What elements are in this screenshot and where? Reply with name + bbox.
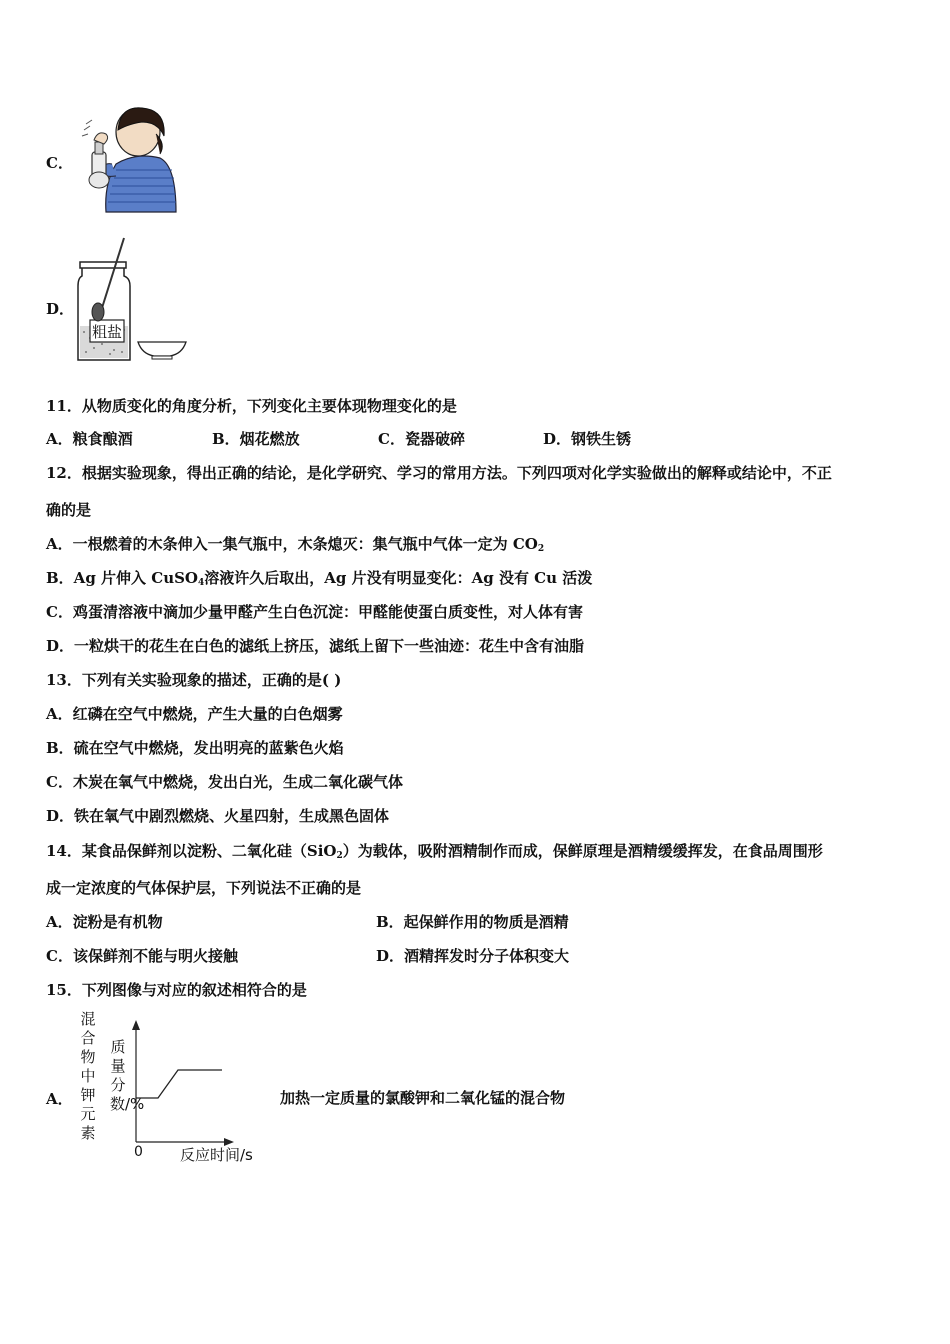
q15-stem: 15．下列图像与对应的叙述相符合的是 [46, 981, 307, 999]
option-d-label: D． [46, 300, 75, 318]
q15-option-a-description: 加热一定质量的氯酸钾和二氧化锰的混合物 [280, 1089, 566, 1107]
q14-option-b: B．起保鲜作用的物质是酒精 [376, 913, 569, 931]
q15-option-a-label: A． [46, 1090, 73, 1108]
jar-label-text: 粗盐 [91, 323, 123, 341]
q12-stem-line2: 确的是 [46, 501, 92, 519]
q14-stem-line1: 14．某食品保鲜剂以淀粉、二氧化硅（SiO$_2$）为载体，吸附酒精制作而成，保鲜原理是酒精缓缓挥发，在食品周围形 [46, 842, 823, 861]
graph-xlabel: 反应时间/s [180, 1146, 253, 1164]
salt-jar-and-dish-illustration [74, 234, 190, 364]
graph-ylabel-left: 混合物中钾元素 [80, 1010, 96, 1142]
q13-option-b: B．硫在空气中燃烧，发出明亮的蓝紫色火焰 [46, 739, 344, 757]
graph-origin-label: 0 [134, 1144, 143, 1160]
potassium-mass-fraction-graph [126, 1018, 236, 1146]
q14-option-a: A．淀粉是有机物 [46, 913, 163, 931]
q14-option-d: D．酒精挥发时分子体积变大 [376, 947, 570, 965]
q12-option-d: D．一粒烘干的花生在白色的滤纸上挤压，滤纸上留下一些油迹：花生中含有油脂 [46, 637, 585, 655]
q14-stem-line2: 成一定浓度的气体保护层，下列说法不正确的是 [46, 879, 362, 897]
q12-stem-line1: 12．根据实验现象，得出正确的结论，是化学研究、学习的常用方法。下列四项对化学实验做出的解释或结论中，不正 [46, 464, 832, 482]
q13-option-c: C．木炭在氧气中燃烧，发出白光，生成二氧化碳气体 [46, 773, 403, 791]
person-smelling-bottle-illustration [76, 104, 182, 214]
graph-ylabel-right: 质量分数/% [110, 1038, 145, 1113]
q11-option-d: D．钢铁生锈 [543, 430, 632, 448]
option-c-label: C． [46, 154, 73, 172]
q13-option-d: D．铁在氧气中剧烈燃烧、火星四射，生成黑色固体 [46, 807, 390, 825]
q13-stem: 13．下列有关实验现象的描述，正确的是( ) [46, 671, 342, 689]
q12-option-b: B．Ag 片伸入 CuSO$_4$溶液许久后取出，Ag 片没有明显变化：Ag 没有 Cu 活泼 [46, 569, 593, 588]
q11-option-a: A．粮食酿酒 [46, 430, 133, 448]
q12-option-c: C．鸡蛋清溶液中滴加少量甲醛产生白色沉淀：甲醛能使蛋白质变性，对人体有害 [46, 603, 583, 621]
q13-option-a: A．红磷在空气中燃烧，产生大量的白色烟雾 [46, 705, 343, 723]
q14-option-c: C．该保鲜剂不能与明火接触 [46, 947, 238, 965]
q11-stem: 11．从物质变化的角度分析，下列变化主要体现物理变化的是 [46, 397, 457, 415]
q12-option-a: A．一根燃着的木条伸入一集气瓶中，木条熄灭：集气瓶中气体一定为 $CO_2$ [46, 535, 545, 554]
q11-option-c: C．瓷器破碎 [378, 430, 465, 448]
q11-option-b: B．烟花燃放 [212, 430, 300, 448]
